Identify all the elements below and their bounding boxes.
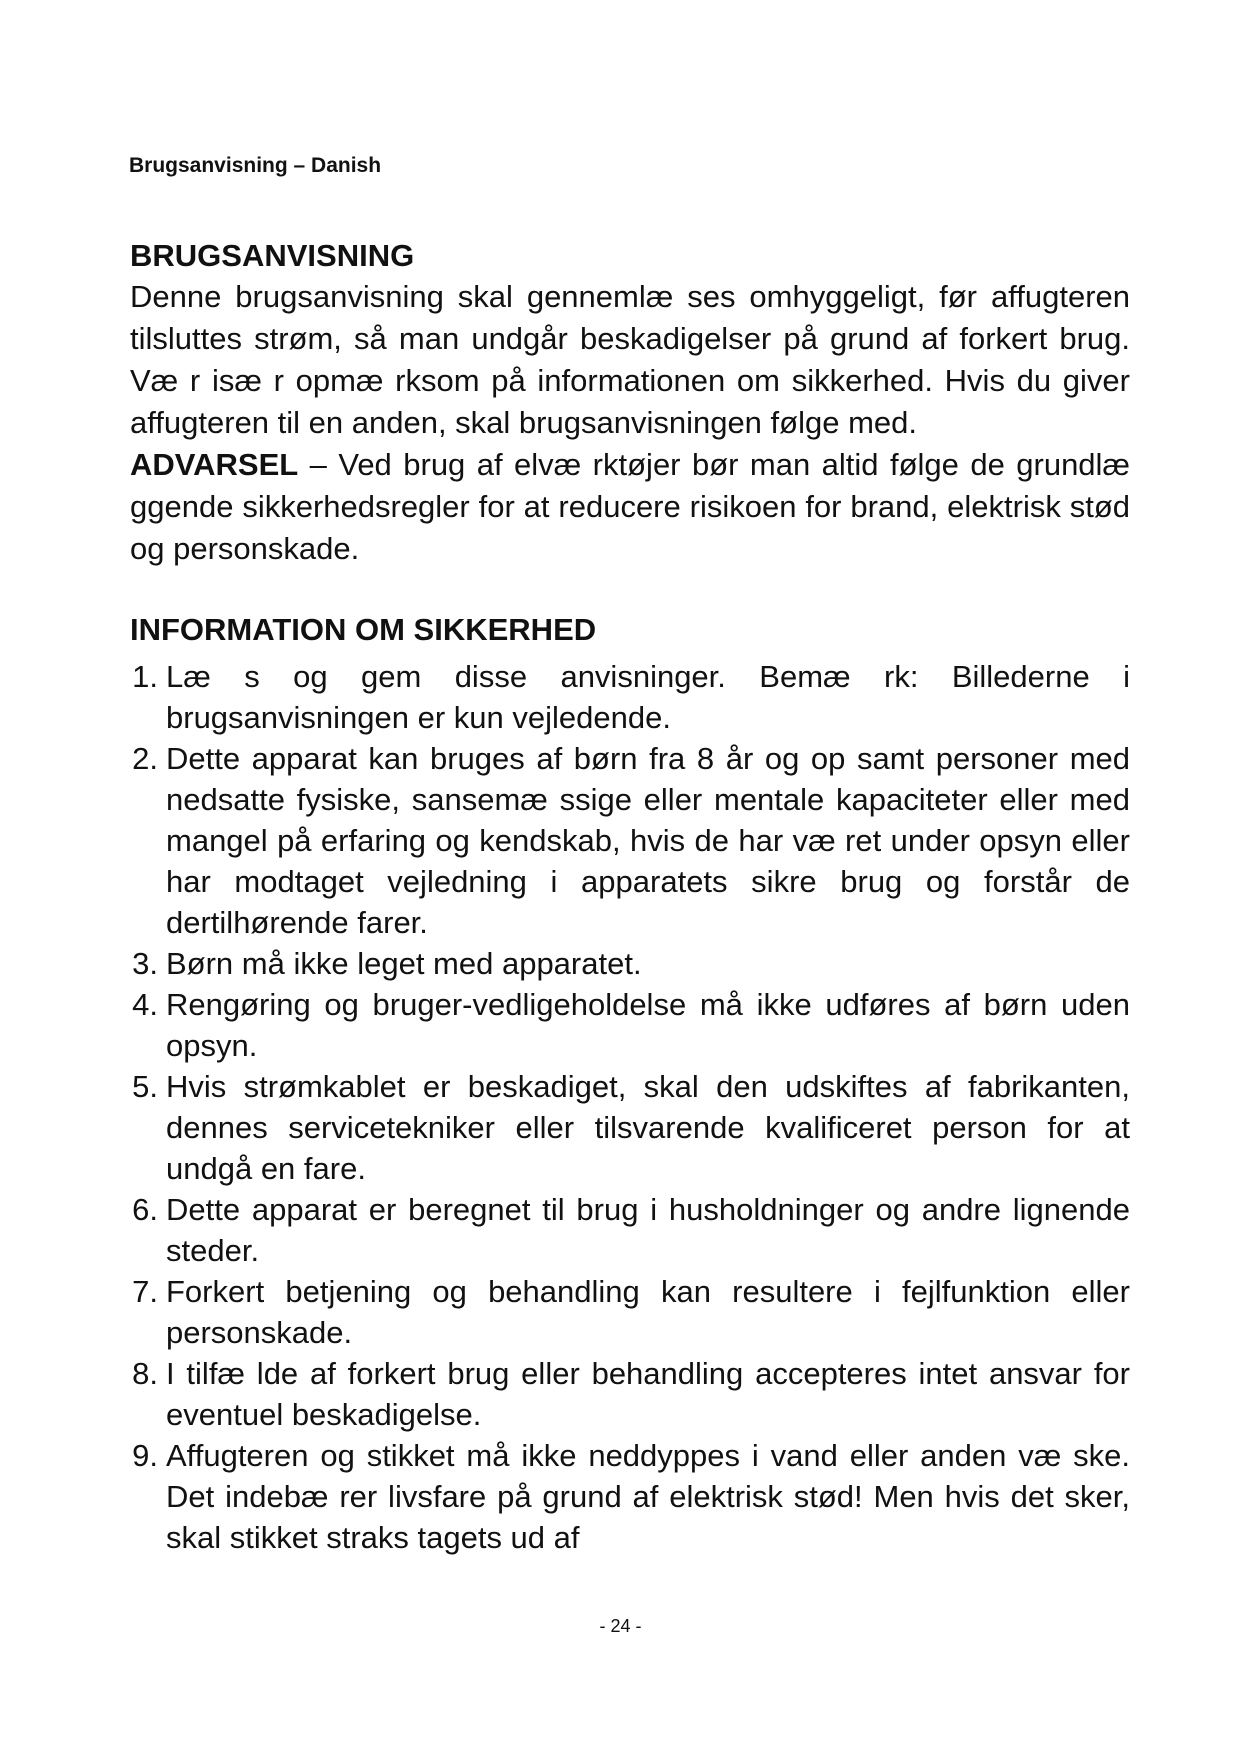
- list-item-number: 1.: [132, 659, 158, 694]
- document-header: Brugsanvisning – Danish: [129, 154, 382, 177]
- list-item-text: Dette apparat er beregnet til brug i husholdninger og andre lignende steder.: [166, 1192, 1130, 1268]
- safety-heading: INFORMATION OM SIKKERHED: [130, 612, 597, 647]
- list-item-text: Dette apparat kan bruges af børn fra 8 år og op samt personer med nedsatte fysiske, sansemæ ssige eller mentale kapaciteter eller med mangel på erfaring og kendskab, hvis de har væ ret under opsyn eller har modtaget vejledning i apparatets sikre brug og forstår de dertilhørende farer.: [166, 741, 1130, 940]
- page-content: [130, 236, 1130, 1558]
- list-item: [130, 656, 1130, 738]
- list-item-number: 5.: [132, 1069, 158, 1104]
- list-item: [130, 984, 1130, 1066]
- list-item: [130, 943, 1130, 984]
- list-item-number: 9.: [132, 1438, 158, 1473]
- list-item: [130, 1353, 1130, 1435]
- list-item-number: 3.: [132, 946, 158, 981]
- warning-label: ADVARSEL: [130, 447, 299, 482]
- list-item-text: Affugteren og stikket må ikke neddyppes i vand eller anden væ ske. Det indebæ rer livsfare på grund af elektrisk stød! Men hvis det sker, skal stikket straks tagets ud af: [166, 1438, 1130, 1555]
- list-item: [130, 738, 1130, 943]
- list-item-text: Rengøring og bruger-vedligeholdelse må ikke udføres af børn uden opsyn.: [166, 987, 1130, 1063]
- intro-section: [130, 236, 1130, 570]
- warning-text: – Ved brug af elvæ rktøjer bør man altid følge de grundlæ ggende sikkerhedsregler for at reducere risikoen for brand, elektrisk stød og personskade.: [130, 447, 1130, 566]
- intro-heading: BRUGSANVISNING: [130, 238, 415, 273]
- list-item: [130, 1271, 1130, 1353]
- list-item-number: 4.: [132, 987, 158, 1022]
- list-item: [130, 1066, 1130, 1189]
- list-item-number: 6.: [132, 1192, 158, 1227]
- safety-list: [130, 656, 1130, 1558]
- list-item-number: 8.: [132, 1356, 158, 1391]
- list-item-text: Børn må ikke leget med apparatet.: [166, 946, 642, 981]
- warning-paragraph: [130, 444, 1130, 570]
- list-item-text: I tilfæ lde af forkert brug eller behandling accepteres intet ansvar for eventuel beskadigelse.: [166, 1356, 1130, 1432]
- list-item-text: Læ s og gem disse anvisninger. Bemæ rk: Billederne i brugsanvisningen er kun vejledende.: [166, 659, 1130, 735]
- list-item-text: Hvis strømkablet er beskadiget, skal den udskiftes af fabrikanten, dennes servicetekniker eller tilsvarende kvalificeret person for at undgå en fare.: [166, 1069, 1130, 1186]
- intro-paragraph: Denne brugsanvisning skal gennemlæ ses omhyggeligt, før affugteren tilsluttes strøm, så man undgår beskadigelser på grund af forkert brug. Væ r isæ r opmæ rksom på informationen om sikkerhed. Hvis du giver affugteren til en anden, skal brugsanvisningen følge med.: [130, 279, 1130, 440]
- list-item-text: Forkert betjening og behandling kan resultere i fejlfunktion eller personskade.: [166, 1274, 1130, 1350]
- safety-section: [130, 610, 1130, 1558]
- list-item-number: 2.: [132, 741, 158, 776]
- page-number: - 24 -: [599, 1616, 642, 1636]
- list-item-number: 7.: [132, 1274, 158, 1309]
- list-item: [130, 1435, 1130, 1558]
- list-item: [130, 1189, 1130, 1271]
